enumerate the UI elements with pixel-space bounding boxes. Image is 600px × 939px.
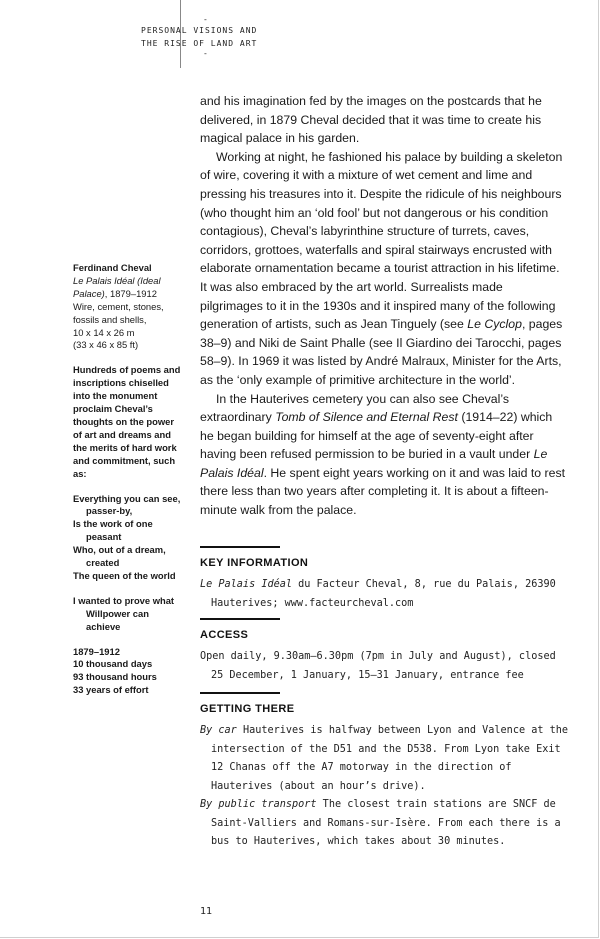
- image-caption: [73, 262, 185, 709]
- artwork-details: [73, 262, 185, 352]
- poem-1: [73, 493, 185, 583]
- page-number: 11: [200, 906, 213, 917]
- running-head: [141, 16, 341, 58]
- key-information-heading: KEY INFORMATION: [200, 556, 309, 569]
- artwork-dimensions-imperial: (33 x 46 x 85 ft): [73, 339, 139, 351]
- caption-intro: Hundreds of poems and inscriptions chiselled into the monument proclaim Cheval’s thoughts on the power of art and dreams and the merits of hard work and commitment, such as:: [73, 364, 181, 479]
- poem-line: Who, out of a dream,: [73, 544, 166, 556]
- paragraph-1: and his imagination fed by the images on the postcards that he delivered, in 1879 Cheval decided that it was time to create his magical palace in his garden.: [200, 94, 542, 146]
- poem-line: 1879–1912: [73, 645, 120, 657]
- running-head-dash-top: -: [203, 15, 209, 24]
- getting-there-section: [200, 692, 572, 852]
- poem-line: 33 years of effort: [73, 684, 149, 696]
- artwork-title: Le Palais Idéal (Ideal Palace): [73, 274, 161, 299]
- venue-name: Le Palais Idéal: [200, 579, 293, 590]
- poem-line: Willpower can achieve: [86, 607, 149, 632]
- poem-2: [73, 595, 185, 634]
- poem-line: peasant: [86, 531, 122, 543]
- artwork-dimensions-metric: 10 x 14 x 26 m: [73, 326, 135, 338]
- paragraph-2: Working at night, he fashioned his palace by building a skeleton of wire, covering it with a mixture of wet cement and lime and pressing his treasures into it. Despite the ridicule of his neighbours (who thought him an ‘old fool’ but not dangerous or his condition contagious), Cheval’s labyrinthine structure of turrets, caves, corridors, grottoes, waterfalls and spiral stairways encrusted with elaborate ornamentation became a tourist attraction in his lifetime. It was also embraced by the art world. Surrealists made pilgrimages to it in the 1930s and it inspired many of the following generation of artists, such as Jean Tinguely (see Le Cyclop, pages 38–9) and Niki de Saint Phalle (see Il Giardino dei Tarocchi, pages 58–9). In 1969 it was listed by André Malraux, Minister for the Arts, as the ‘only example of primitive architecture in the world’.: [200, 149, 563, 387]
- poem-line: 10 thousand days: [73, 658, 153, 670]
- work-title-palais: Le Palais Idéal: [200, 447, 548, 480]
- section-rule: [200, 692, 280, 694]
- section-rule: [200, 618, 280, 620]
- poem-line: The queen of the world: [73, 569, 176, 581]
- key-information-text: Le Palais Idéal du Facteur Cheval, 8, rue du Palais, 26390 Hauterives; www.facteurcheval.com: [200, 579, 556, 609]
- getting-there-heading: GETTING THERE: [200, 702, 295, 715]
- section-rule: [200, 546, 280, 548]
- artwork-materials: Wire, cement, stones, fossils and shells,: [73, 300, 164, 325]
- main-body-text: [200, 92, 568, 520]
- poem-3: [73, 646, 185, 698]
- paragraph-3: In the Hauterives cemetery you can also see Cheval’s extraordinary Tomb of Silence and Eternal Rest (1914–22) which he began building for himself at the age of seventy-eight after having been refused permission to be buried in a vault under Le Palais Idéal. He spent eight years working on it and was laid to rest there less than two years after completing it. It is about a fifteen-minute walk from the palace.: [200, 391, 566, 518]
- work-title-le-cyclop: Le Cyclop: [467, 317, 522, 332]
- poem-line: created: [86, 557, 120, 569]
- access-text: Open daily, 9.30am–6.30pm (7pm in July and August), closed 25 December, 1 January, 15–31 January, entrance fee: [200, 651, 556, 681]
- access-section: [200, 618, 572, 685]
- artist-name: Ferdinand Cheval: [73, 262, 152, 273]
- running-head-dash-bottom: -: [203, 49, 209, 58]
- running-head-line-2: THE RISE OF LAND ART: [141, 39, 258, 48]
- poem-line: Is the work of one: [73, 518, 153, 530]
- artwork-date: , 1879–1912: [104, 287, 157, 299]
- poem-line: Everything you can see,: [73, 492, 181, 504]
- key-information-section: [200, 546, 572, 613]
- poem-line: 93 thousand hours: [73, 671, 157, 683]
- running-head-line-1: PERSONAL VISIONS AND: [141, 26, 258, 35]
- poem-line: I wanted to prove what: [73, 594, 175, 606]
- by-car-text: By car Hauterives is halfway between Lyon and Valence at the intersection of the D51 and the D538. From Lyon take Exit 12 Chanas off the A7 motorway in the direction of Hauterives (about an hour’s drive).: [200, 725, 569, 792]
- by-public-transport-text: By public transport The closest train stations are SNCF de Saint-Valliers and Romans-sur-Isère. From each there is a bus to Hauterives, which takes about 30 minutes.: [200, 799, 561, 847]
- access-heading: ACCESS: [200, 628, 249, 641]
- poem-line: passer-by,: [86, 505, 133, 517]
- work-title-tomb: Tomb of Silence and Eternal Rest: [275, 410, 458, 425]
